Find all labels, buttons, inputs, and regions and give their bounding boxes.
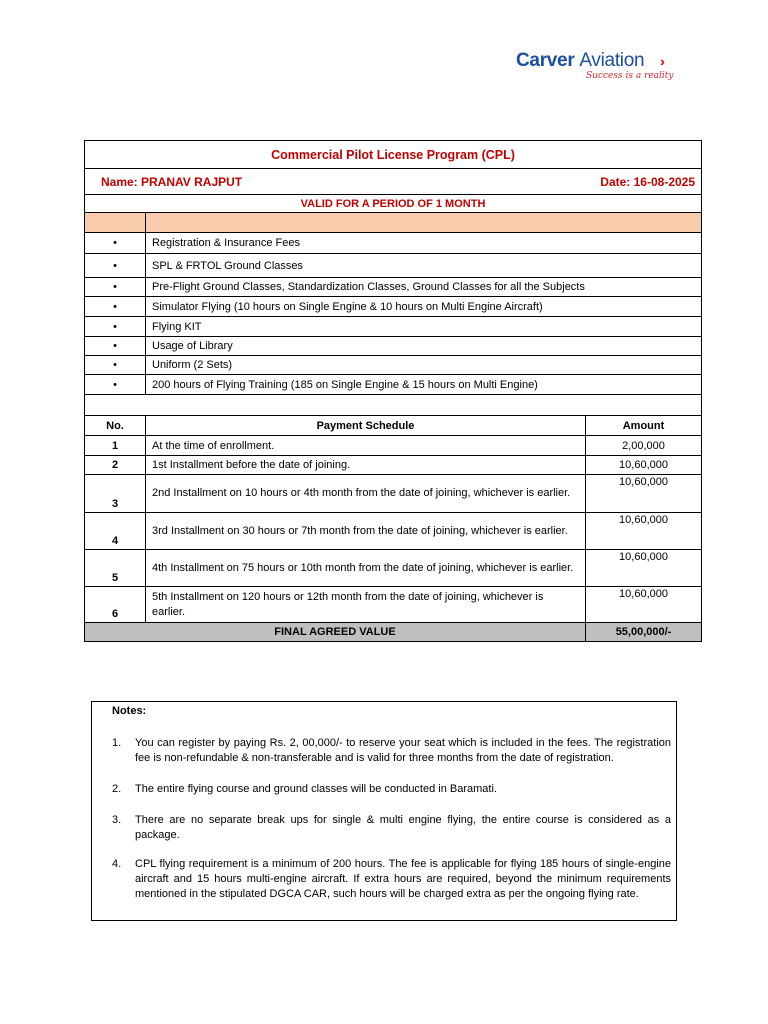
- payment-row: [85, 550, 702, 587]
- issue-date: Date: 16-08-2025: [600, 174, 696, 189]
- payment-row: [85, 513, 702, 550]
- bullet-icon: •: [85, 233, 146, 254]
- note-number: 3.: [112, 814, 122, 826]
- notes-box: [91, 701, 677, 921]
- inclusion-text: Pre-Flight Ground Classes, Standardization Classes, Ground Classes for all the Subjects: [146, 278, 702, 297]
- bullet-icon: •: [85, 297, 146, 317]
- blank-row: [85, 395, 702, 416]
- final-value-row: [85, 623, 702, 642]
- col-header-amount: Amount: [586, 416, 702, 436]
- note-number: 2.: [112, 783, 122, 795]
- installment-number: 4: [85, 513, 146, 550]
- col-header-no: No.: [85, 416, 146, 436]
- note-text: CPL flying requirement is a minimum of 200 hours. The fee is applicable for flying 185 hours of single-engine aircraft and 15 hours multi-engine aircraft. If extra hours are required, beyond the minimum requirements mentioned in the stipulated DGCA CAR, such hours will be charged extra as per the ongoing flying rate.: [135, 858, 671, 900]
- inclusion-text: 200 hours of Flying Training (185 on Single Engine & 15 hours on Multi Engine): [146, 375, 702, 395]
- note-text: There are no separate break ups for single & multi engine flying, the entire course is considered as a package.: [135, 814, 671, 841]
- notes-title: Notes:: [112, 705, 147, 717]
- inclusion-row: [85, 278, 702, 297]
- inclusion-text: Usage of Library: [146, 337, 702, 356]
- note-number: 1.: [112, 737, 122, 749]
- student-name: Name: PRANAV RAJPUT: [101, 174, 243, 189]
- installment-amount: 10,60,000: [586, 587, 702, 623]
- name-date-row: [85, 169, 702, 195]
- payment-row: [85, 436, 702, 456]
- inclusion-row: [85, 375, 702, 395]
- bullet-icon: •: [85, 278, 146, 297]
- installment-amount: 10,60,000: [586, 550, 702, 587]
- installment-desc: 3rd Installment on 30 hours or 7th month from the date of joining, whichever is earlier.: [146, 513, 586, 550]
- brand-name-bold: Carver: [516, 50, 575, 71]
- installment-number: 6: [85, 587, 146, 623]
- brand-name: [516, 50, 644, 72]
- installment-number: 3: [85, 475, 146, 513]
- note-text: The entire flying course and ground classes will be conducted in Baramati.: [135, 783, 497, 795]
- inclusion-text: Simulator Flying (10 hours on Single Engine & 10 hours on Multi Engine Aircraft): [146, 297, 702, 317]
- note-number: 4.: [112, 858, 122, 870]
- bullet-icon: •: [85, 356, 146, 375]
- installment-desc: 4th Installment on 75 hours or 10th month from the date of joining, whichever is earlier.: [146, 550, 586, 587]
- installment-number: 2: [85, 456, 146, 475]
- payment-row: [85, 587, 702, 623]
- inclusion-row: [85, 356, 702, 375]
- final-value-label: FINAL AGREED VALUE: [85, 623, 586, 642]
- bullet-icon: •: [85, 254, 146, 278]
- installment-amount: 10,60,000: [586, 475, 702, 513]
- payment-row: [85, 475, 702, 513]
- brand-logo: [516, 50, 686, 86]
- installment-amount: 2,00,000: [586, 436, 702, 456]
- note-text: You can register by paying Rs. 2, 00,000/- to reserve your seat which is included in the fees. The registration fee is non-refundable & non-transferable and is valid for three months from the date of registration.: [135, 737, 671, 764]
- installment-number: 5: [85, 550, 146, 587]
- inclusion-text: Uniform (2 Sets): [146, 356, 702, 375]
- col-header-schedule: Payment Schedule: [146, 416, 586, 436]
- installment-desc: 1st Installment before the date of joining.: [146, 456, 586, 475]
- bullet-icon: •: [85, 375, 146, 395]
- spacer-row: [85, 213, 702, 233]
- inclusion-row: [85, 254, 702, 278]
- installment-number: 1: [85, 436, 146, 456]
- inclusion-row: [85, 233, 702, 254]
- brand-name-rest: Aviation: [579, 50, 645, 71]
- inclusion-row: [85, 317, 702, 337]
- final-value-amount: 55,00,000/-: [586, 623, 702, 642]
- inclusion-row: [85, 337, 702, 356]
- installment-amount: 10,60,000: [586, 513, 702, 550]
- payment-row: [85, 456, 702, 475]
- brand-tagline: Success is a reality: [586, 71, 674, 81]
- installment-desc: 5th Installment on 120 hours or 12th month from the date of joining, whichever is earlier.: [146, 587, 586, 623]
- installment-desc: At the time of enrollment.: [146, 436, 586, 456]
- inclusion-text: Registration & Insurance Fees: [146, 233, 702, 254]
- bullet-icon: •: [85, 337, 146, 356]
- payment-header-row: [85, 416, 702, 436]
- installment-amount: 10,60,000: [586, 456, 702, 475]
- inclusion-text: SPL & FRTOL Ground Classes: [146, 254, 702, 278]
- validity-note: VALID FOR A PERIOD OF 1 MONTH: [85, 195, 702, 213]
- inclusion-row: [85, 297, 702, 317]
- fee-table: [84, 140, 702, 642]
- inclusion-text: Flying KIT: [146, 317, 702, 337]
- program-title: Commercial Pilot License Program (CPL): [85, 141, 702, 169]
- installment-desc: 2nd Installment on 10 hours or 4th month from the date of joining, whichever is earlier.: [146, 475, 586, 513]
- chevron-right-icon: ›››: [660, 54, 661, 69]
- bullet-icon: •: [85, 317, 146, 337]
